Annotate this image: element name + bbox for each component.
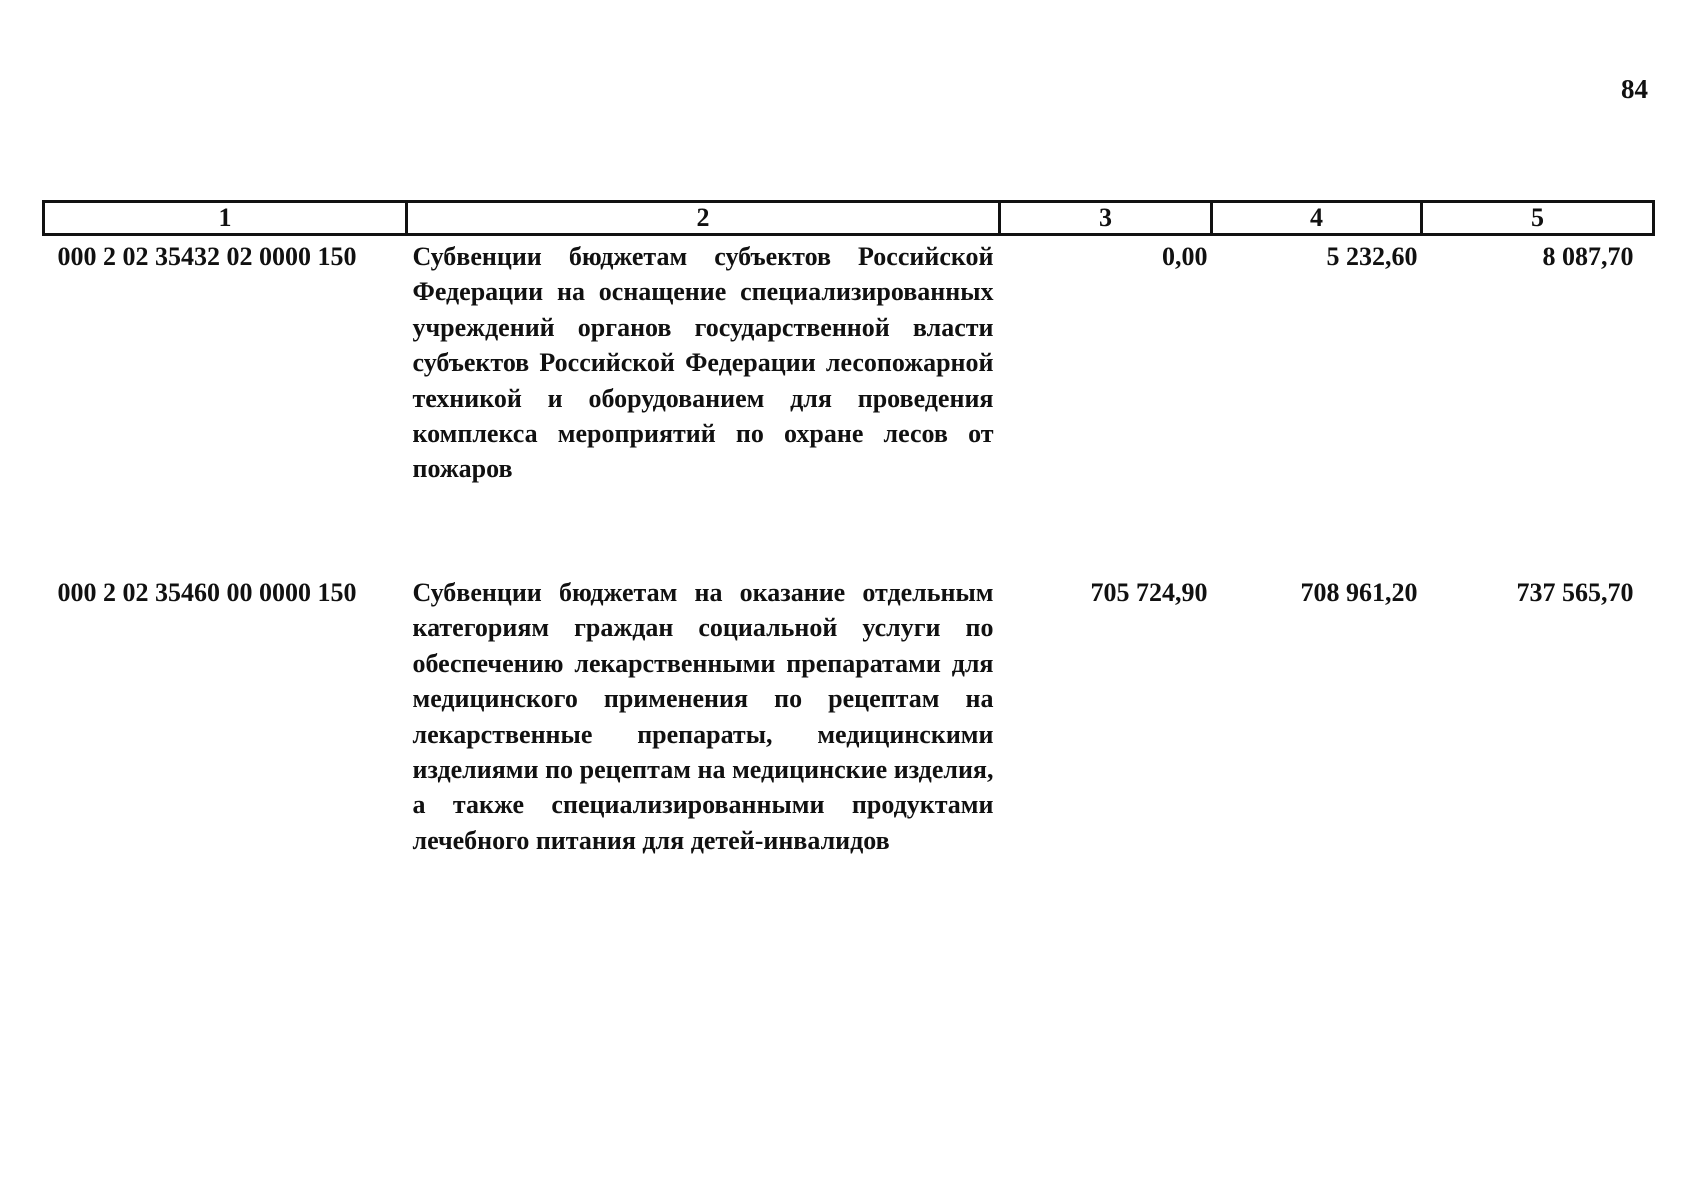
budget-code: 000 2 02 35460 00 0000 150 bbox=[57, 578, 357, 607]
value-col-3: 705 724,90 bbox=[1090, 578, 1208, 607]
header-col-1: 1 bbox=[44, 202, 407, 235]
header-col-2: 2 bbox=[407, 202, 1000, 235]
table-row bbox=[44, 235, 1654, 573]
budget-code: 000 2 02 35432 02 0000 150 bbox=[57, 242, 357, 271]
value-col-5: 8 087,70 bbox=[1542, 242, 1634, 271]
row-description: Субвенции бюджетам на оказание отдельным категориям граждан социальной услуги по обеспечению лекарственными препаратами для медицинского применения по рецептам на лекарственные препараты, медицинскими изделиями по рецептам на медицинские изделия, а также специализированными продуктами лечебного питания для детей-инвалидов bbox=[412, 578, 994, 855]
table-header bbox=[44, 202, 1654, 235]
value-col-3: 0,00 bbox=[1162, 242, 1208, 271]
header-col-4: 4 bbox=[1212, 202, 1422, 235]
value-col-4: 5 232,60 bbox=[1326, 242, 1418, 271]
budget-table bbox=[42, 200, 1655, 895]
header-col-3: 3 bbox=[1000, 202, 1212, 235]
header-row bbox=[44, 202, 1654, 235]
header-col-5: 5 bbox=[1422, 202, 1654, 235]
budget-table-container bbox=[42, 200, 1652, 895]
value-col-4: 708 961,20 bbox=[1300, 578, 1418, 607]
page-number: 84 bbox=[1621, 74, 1648, 104]
row-description: Субвенции бюджетам субъектов Российской Федерации на оснащение специализированных учреждений органов государственной власти субъектов Российской Федерации лесопожарной техникой и оборудованием для проведения комплекса мероприятий по охране лесов от пожаров bbox=[412, 242, 994, 484]
value-col-5: 737 565,70 bbox=[1516, 578, 1634, 607]
table-row bbox=[44, 572, 1654, 895]
table-body bbox=[44, 235, 1654, 896]
